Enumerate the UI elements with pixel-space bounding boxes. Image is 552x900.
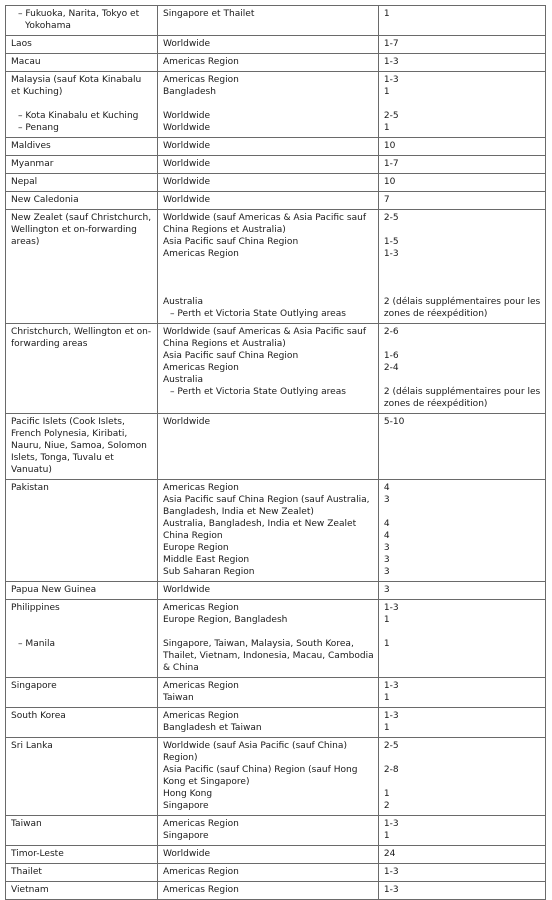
cell-text: South Korea xyxy=(11,711,66,721)
blank-line xyxy=(163,260,374,272)
cell-text: Taiwan xyxy=(11,819,42,829)
cell-text: 1-7 xyxy=(383,39,399,49)
cell-text: Americas Region xyxy=(162,483,239,493)
cell-text: Worldwide xyxy=(162,111,211,121)
transit-days-cell xyxy=(378,582,545,600)
table-row xyxy=(6,156,546,174)
table-row xyxy=(6,582,546,600)
table-row xyxy=(6,480,546,582)
blank-line xyxy=(384,506,541,518)
origin-region-cell xyxy=(157,138,378,156)
cell-text: Vietnam xyxy=(11,885,49,895)
destination-cell xyxy=(6,738,158,816)
cell-text: Sub Saharan Region xyxy=(162,567,255,577)
cell-text: Worldwide (sauf Americas & Asia Pacific sauf China Regions et Australia) xyxy=(162,327,367,349)
cell-text: Timor-Leste xyxy=(11,849,64,859)
cell-text: Singapore xyxy=(11,681,57,691)
cell-text: Worldwide xyxy=(162,141,211,151)
cell-text: Myanmar xyxy=(11,159,54,169)
table-row xyxy=(6,882,546,900)
transit-days-cell xyxy=(378,54,545,72)
cell-text: Worldwide xyxy=(162,39,211,49)
cell-text: 1 xyxy=(383,123,390,133)
origin-region-cell xyxy=(157,36,378,54)
origin-region-cell xyxy=(157,156,378,174)
cell-text: Singapore, Taiwan, Malaysia, South Korea, Thailet, Vietnam, Indonesia, Macau, Cambodia & China xyxy=(162,639,374,673)
cell-text: 4 xyxy=(383,483,390,493)
cell-text: Worldwide xyxy=(162,159,211,169)
blank-line xyxy=(384,272,541,284)
cell-text: Yokohama xyxy=(25,21,71,31)
destination-cell xyxy=(6,174,158,192)
cell-text: Maldives xyxy=(11,141,51,151)
cell-text: Singapore xyxy=(162,831,209,841)
transit-days-cell xyxy=(378,324,545,414)
cell-text: Americas Region xyxy=(162,249,239,259)
cell-text: Americas Region xyxy=(162,603,239,613)
cell-text: – Kota Kinabalu et Kuching xyxy=(18,111,139,121)
cell-text: 10 xyxy=(383,141,396,151)
origin-region-cell xyxy=(157,708,378,738)
cell-text: 1-3 xyxy=(383,681,399,691)
cell-text: Middle East Region xyxy=(162,555,250,565)
cell-text: 1 xyxy=(383,87,390,97)
blank-line xyxy=(384,776,541,788)
cell-text: 3 xyxy=(383,585,390,595)
cell-text: – Penang xyxy=(18,123,59,133)
cell-text: 4 xyxy=(383,519,390,529)
blank-line xyxy=(384,752,541,764)
blank-line xyxy=(384,338,541,350)
cell-text: Nepal xyxy=(11,177,38,187)
origin-region-cell xyxy=(157,864,378,882)
cell-text: 1-3 xyxy=(383,711,399,721)
cell-text: 1 xyxy=(383,723,390,733)
blank-line xyxy=(384,260,541,272)
destination-cell xyxy=(6,882,158,900)
cell-text: Worldwide xyxy=(162,177,211,187)
cell-text: Taiwan xyxy=(162,693,194,703)
cell-text: Australia xyxy=(162,375,203,385)
blank-line xyxy=(11,626,153,638)
origin-region-cell xyxy=(157,210,378,324)
cell-text: Americas Region xyxy=(162,711,239,721)
cell-text: 1 xyxy=(383,693,390,703)
origin-region-cell xyxy=(157,738,378,816)
cell-text: 5-10 xyxy=(383,417,405,427)
table-row xyxy=(6,816,546,846)
transit-days-cell xyxy=(378,480,545,582)
cell-text: 24 xyxy=(383,849,396,859)
cell-text: Hong Kong xyxy=(162,789,213,799)
transit-days-cell xyxy=(378,678,545,708)
cell-text: 2 (délais supplémentaires pour les zones de réexpédition) xyxy=(383,297,541,319)
destination-cell xyxy=(6,6,158,36)
cell-text: 1-3 xyxy=(383,885,399,895)
table-row xyxy=(6,210,546,324)
cell-text: Americas Region xyxy=(162,75,239,85)
destination-cell xyxy=(6,210,158,324)
transit-days-cell xyxy=(378,882,545,900)
cell-text: Americas Region xyxy=(162,885,239,895)
cell-text: Bangladesh xyxy=(162,87,217,97)
cell-text: 7 xyxy=(383,195,390,205)
blank-line xyxy=(163,284,374,296)
cell-text: 1-3 xyxy=(383,603,399,613)
destination-cell xyxy=(6,54,158,72)
transit-days-cell xyxy=(378,156,545,174)
cell-text: New Zealet (sauf Christchurch, Wellington et on-forwarding areas) xyxy=(11,213,152,247)
destination-cell xyxy=(6,678,158,708)
cell-text: 1-3 xyxy=(383,819,399,829)
cell-text: Pakistan xyxy=(11,483,49,493)
cell-text: Worldwide xyxy=(162,195,211,205)
cell-text: 1-6 xyxy=(383,351,399,361)
destination-cell xyxy=(6,846,158,864)
transit-days-cell xyxy=(378,708,545,738)
cell-text: Macau xyxy=(11,57,41,67)
cell-text: 2-4 xyxy=(383,363,399,373)
cell-text: Christchurch, Wellington et on-forwarding areas xyxy=(11,327,152,349)
cell-text: Americas Region xyxy=(162,363,239,373)
table-row xyxy=(6,174,546,192)
transit-days-cell xyxy=(378,414,545,480)
destination-cell xyxy=(6,708,158,738)
transit-days-cell xyxy=(378,138,545,156)
table-row xyxy=(6,864,546,882)
transit-days-cell xyxy=(378,72,545,138)
cell-text: Americas Region xyxy=(162,819,239,829)
cell-text: Europe Region xyxy=(162,543,229,553)
cell-text: Laos xyxy=(11,39,32,49)
blank-line xyxy=(384,224,541,236)
blank-line xyxy=(384,374,541,386)
transit-days-cell xyxy=(378,816,545,846)
destination-cell xyxy=(6,864,158,882)
blank-line xyxy=(384,98,541,110)
cell-text: Americas Region xyxy=(162,57,239,67)
cell-text: 2-5 xyxy=(383,111,399,121)
table-row xyxy=(6,138,546,156)
cell-text: Worldwide (sauf Asia Pacific (sauf China) Region) xyxy=(162,741,347,763)
cell-text: Australia, Bangladesh, India et New Zealet xyxy=(162,519,357,529)
cell-text: Asia Pacific (sauf China) Region (sauf Hong Kong et Singapore) xyxy=(162,765,358,787)
origin-region-cell xyxy=(157,816,378,846)
cell-text: 1-7 xyxy=(383,159,399,169)
cell-text: 1-3 xyxy=(383,249,399,259)
origin-region-cell xyxy=(157,678,378,708)
transit-days-cell xyxy=(378,600,545,678)
table-row xyxy=(6,846,546,864)
cell-text: China Region xyxy=(162,531,223,541)
origin-region-cell xyxy=(157,324,378,414)
origin-region-cell xyxy=(157,174,378,192)
cell-text: 1-3 xyxy=(383,867,399,877)
cell-text: 2-8 xyxy=(383,765,399,775)
cell-text: 2-6 xyxy=(383,327,399,337)
origin-region-cell xyxy=(157,480,378,582)
cell-text: 10 xyxy=(383,177,396,187)
origin-region-cell xyxy=(157,6,378,36)
cell-text: New Caledonia xyxy=(11,195,79,205)
cell-text: Asia Pacific sauf China Region xyxy=(162,237,299,247)
destination-cell xyxy=(6,156,158,174)
origin-region-cell xyxy=(157,582,378,600)
cell-text: 4 xyxy=(383,531,390,541)
cell-text: – Fukuoka, Narita, Tokyo et xyxy=(18,9,140,19)
origin-region-cell xyxy=(157,414,378,480)
cell-text: Worldwide (sauf Americas & Asia Pacific sauf China Regions et Australia) xyxy=(162,213,367,235)
cell-text: 2-5 xyxy=(383,213,399,223)
blank-line xyxy=(11,614,153,626)
destination-cell xyxy=(6,36,158,54)
cell-text: – Perth et Victoria State Outlying areas xyxy=(169,309,346,319)
cell-text: 3 xyxy=(383,555,390,565)
cell-text: 1 xyxy=(383,789,390,799)
table-row xyxy=(6,708,546,738)
table-row xyxy=(6,738,546,816)
origin-region-cell xyxy=(157,846,378,864)
blank-line xyxy=(163,626,374,638)
cell-text: – Perth et Victoria State Outlying areas xyxy=(169,387,346,397)
table-row xyxy=(6,36,546,54)
transit-days-cell xyxy=(378,738,545,816)
cell-text: 1 xyxy=(383,9,390,19)
cell-text: Singapore xyxy=(162,801,209,811)
table-row xyxy=(6,414,546,480)
cell-text: Bangladesh et Taiwan xyxy=(162,723,262,733)
cell-text: 3 xyxy=(383,495,390,505)
cell-text: – Manila xyxy=(18,639,56,649)
cell-text: Europe Region, Bangladesh xyxy=(162,615,288,625)
cell-text: Pacific Islets (Cook Islets, French Polynesia, Kiribati, Nauru, Niue, Samoa, Solomon Islets, Tonga, Tuvalu et Vanuatu) xyxy=(11,417,147,475)
delivery-times-table xyxy=(5,5,546,900)
cell-text: Worldwide xyxy=(162,849,211,859)
destination-cell xyxy=(6,414,158,480)
transit-days-cell xyxy=(378,174,545,192)
cell-text: 1-5 xyxy=(383,237,399,247)
table-row xyxy=(6,72,546,138)
table-row xyxy=(6,6,546,36)
blank-line xyxy=(163,272,374,284)
destination-cell xyxy=(6,816,158,846)
cell-text: Sri Lanka xyxy=(11,741,53,751)
blank-line xyxy=(163,98,374,110)
table-row xyxy=(6,678,546,708)
origin-region-cell xyxy=(157,72,378,138)
cell-text: 1 xyxy=(383,831,390,841)
origin-region-cell xyxy=(157,192,378,210)
cell-text: 1 xyxy=(383,639,390,649)
table-row xyxy=(6,600,546,678)
cell-text: 2 xyxy=(383,801,390,811)
blank-line xyxy=(384,284,541,296)
cell-text: Americas Region xyxy=(162,681,239,691)
transit-days-cell xyxy=(378,210,545,324)
origin-region-cell xyxy=(157,54,378,72)
cell-text: 1-3 xyxy=(383,57,399,67)
destination-cell xyxy=(6,192,158,210)
blank-line xyxy=(11,98,153,110)
cell-text: Asia Pacific sauf China Region (sauf Australia, Bangladesh, India et New Zealet) xyxy=(162,495,370,517)
table-row xyxy=(6,54,546,72)
transit-days-cell xyxy=(378,192,545,210)
cell-text: Worldwide xyxy=(162,585,211,595)
cell-text: Australia xyxy=(162,297,203,307)
table-row xyxy=(6,324,546,414)
cell-text: 1 xyxy=(383,615,390,625)
destination-cell xyxy=(6,480,158,582)
cell-text: Philippines xyxy=(11,603,60,613)
blank-line xyxy=(384,626,541,638)
cell-text: Malaysia (sauf Kota Kinabalu et Kuching) xyxy=(11,75,142,97)
cell-text: Asia Pacific sauf China Region xyxy=(162,351,299,361)
cell-text: 3 xyxy=(383,567,390,577)
cell-text: Thailet xyxy=(11,867,42,877)
cell-text: 1-3 xyxy=(383,75,399,85)
origin-region-cell xyxy=(157,600,378,678)
destination-cell xyxy=(6,582,158,600)
cell-text: Americas Region xyxy=(162,867,239,877)
destination-cell xyxy=(6,600,158,678)
destination-cell xyxy=(6,138,158,156)
destination-cell xyxy=(6,72,158,138)
cell-text: 2-5 xyxy=(383,741,399,751)
origin-region-cell xyxy=(157,882,378,900)
cell-text: Singapore et Thailet xyxy=(162,9,255,19)
cell-text: Papua New Guinea xyxy=(11,585,97,595)
transit-days-cell xyxy=(378,846,545,864)
cell-text: Worldwide xyxy=(162,123,211,133)
transit-days-cell xyxy=(378,6,545,36)
cell-text: Worldwide xyxy=(162,417,211,427)
table-row xyxy=(6,192,546,210)
transit-days-cell xyxy=(378,36,545,54)
cell-text: 2 (délais supplémentaires pour les zones de réexpédition) xyxy=(383,387,541,409)
destination-cell xyxy=(6,324,158,414)
cell-text: 3 xyxy=(383,543,390,553)
table-body xyxy=(6,6,546,900)
transit-days-cell xyxy=(378,864,545,882)
